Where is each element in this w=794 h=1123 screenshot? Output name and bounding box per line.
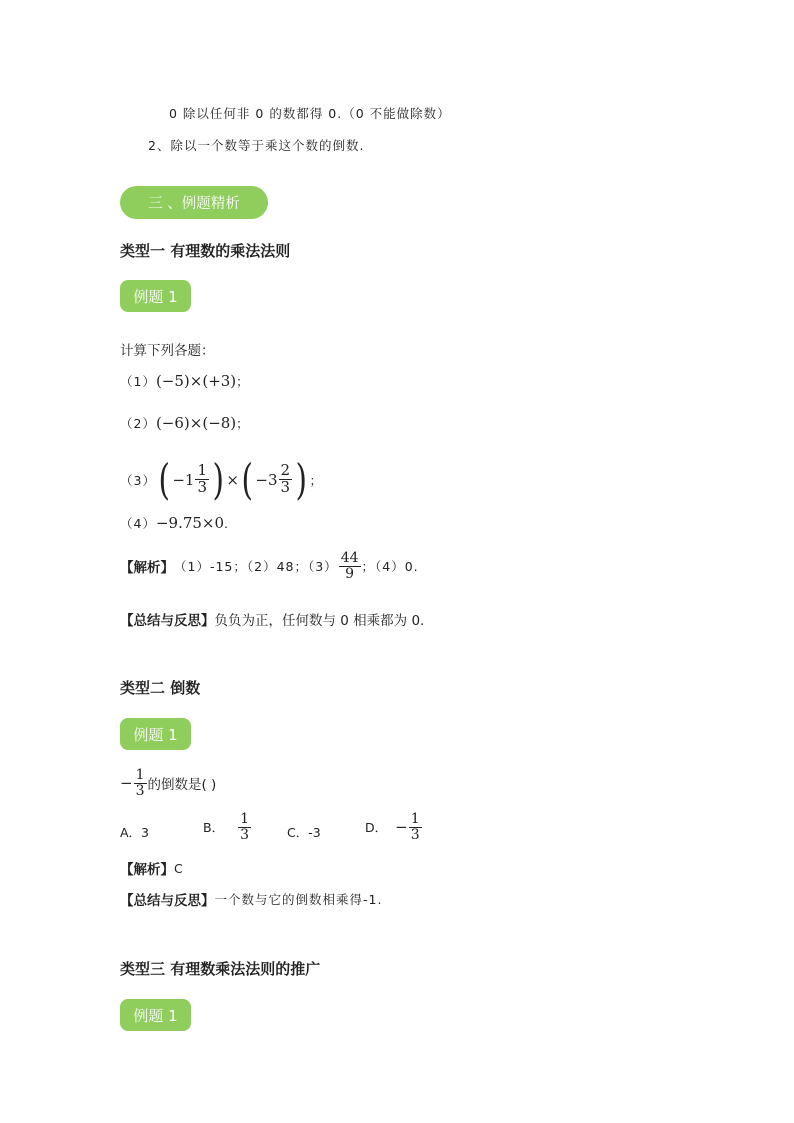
type1-item-2: [120, 414, 250, 432]
type3-example-pill: 例题 1: [120, 999, 191, 1031]
type1-answer: [120, 551, 419, 581]
summary-text: 一个数与它的倒数相乘得-1.: [214, 892, 383, 907]
rule-line-1: 0 除以任何非 0 的数都得 0.（0 不能做除数）: [169, 106, 451, 121]
option-b: [203, 812, 252, 842]
question-fraction: $\frac{1}{3}$: [135, 767, 145, 799]
item-index: （2）: [120, 416, 156, 431]
right-paren: ): [295, 455, 307, 504]
type2-answer: [120, 858, 184, 878]
type3-heading: 类型三 有理数乘法法则的推广: [120, 960, 321, 978]
option-d-sign: −: [395, 818, 408, 837]
item-end: ；: [309, 472, 323, 488]
type1-heading: 类型一 有理数的乘法法则: [120, 242, 291, 260]
item-expression: (−5)×(+3): [155, 372, 237, 390]
option-d-label: D．: [365, 820, 388, 836]
type1-item-1: [120, 372, 250, 390]
question-sign: −: [120, 774, 133, 793]
option-b-label: B．: [203, 820, 225, 836]
summary-label: 【总结与反思】: [120, 613, 215, 629]
left-paren: (: [158, 455, 170, 504]
summary-label: 【总结与反思】: [120, 893, 215, 909]
answer-text: （1）-15；（2）48；（3）: [174, 559, 338, 575]
option-c: C．-3: [287, 825, 321, 840]
mixed-number-a-whole: −1: [172, 470, 195, 489]
option-b-fraction: $\frac{1}{3}$: [240, 811, 249, 843]
option-a: A．3: [120, 825, 150, 840]
item-index: （1）: [120, 374, 156, 389]
type1-item-3: [120, 455, 323, 504]
item-expression: −9.75×0: [155, 514, 225, 532]
question-text: 的倒数是( ): [147, 777, 217, 794]
type2-summary: [120, 889, 382, 909]
item-index: （4）: [120, 516, 156, 531]
right-paren: ): [212, 455, 224, 504]
type1-item-4: [120, 514, 229, 532]
item-end: .: [224, 515, 230, 531]
item-end: ；: [236, 374, 250, 389]
answer-text: C: [174, 860, 184, 876]
type1-summary: [120, 609, 424, 629]
item-end: ；: [236, 416, 250, 431]
type1-example-pill: 例题 1: [120, 280, 191, 312]
answer-tail: ；（4）0.: [361, 559, 419, 575]
type2-heading: 类型二 倒数: [120, 679, 201, 697]
mixed-number-b-whole: −3: [255, 470, 278, 489]
option-d-fraction: $\frac{1}{3}$: [410, 811, 420, 843]
answer-label: 【解析】: [120, 560, 174, 577]
type2-question: [120, 768, 216, 798]
summary-text: 负负为正，任何数与 0 相乘都为 0.: [214, 613, 425, 629]
item-expression: (−6)×(−8): [155, 414, 237, 432]
type1-prompt: 计算下列各题：: [120, 343, 215, 359]
times-sign: ×: [226, 470, 239, 489]
mixed-number-b-fraction: $\frac{2}{3}$: [280, 461, 291, 496]
answer-label: 【解析】: [120, 862, 174, 878]
section-pill: 三 、例题精析: [120, 186, 268, 219]
answer-fraction: $\frac{44}{9}$: [340, 550, 359, 582]
type2-example-pill: 例题 1: [120, 718, 191, 750]
option-d: [365, 812, 423, 842]
rule-line-2: 2、除以一个数等于乘这个数的倒数.: [148, 138, 365, 153]
mixed-number-a-fraction: $\frac{1}{3}$: [197, 461, 208, 496]
item-index: （3）: [120, 472, 156, 488]
left-paren: (: [241, 455, 253, 504]
